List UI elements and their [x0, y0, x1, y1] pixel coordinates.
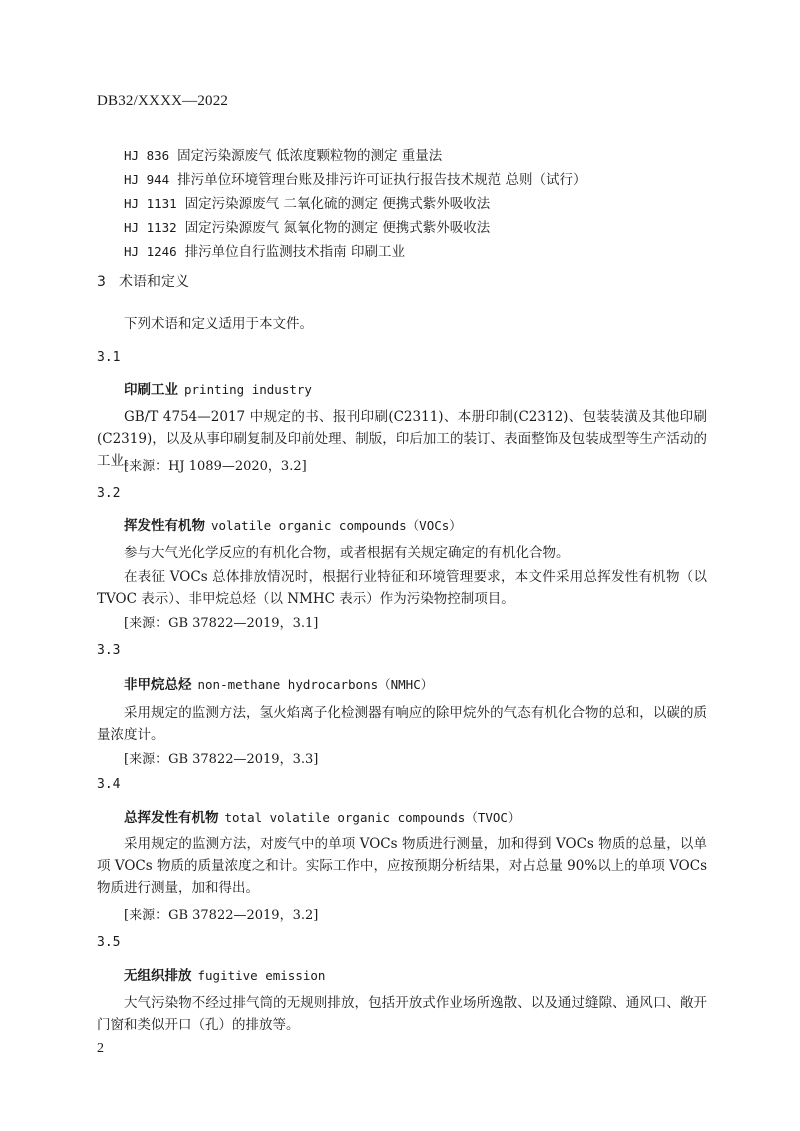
reference-title: 固定污染源废气 氮氧化物的测定 便携式紫外吸收法 [184, 220, 491, 236]
term-definition: 大气污染物不经过排气筒的无规则排放，包括开放式作业场所逸散、以及通过缝隙、通风口、敞开门窗和类似开口（孔）的排放等。 [97, 995, 707, 1033]
term-source: [来源：GB 37822—2019，3.1] [124, 616, 319, 631]
section-number: 3 [97, 274, 106, 290]
term-source: [来源：GB 37822—2019，3.3] [124, 752, 319, 767]
normative-references-list [124, 144, 724, 264]
reference-code: HJ 1132 [124, 220, 177, 235]
reference-item [124, 144, 724, 168]
reference-item [124, 192, 724, 216]
term-name-zh: 挥发性有机物 [124, 518, 205, 534]
term-definition-note: 在表征 VOCs 总体排放情况时，根据行业特征和环境管理要求，本文件采用总挥发性有机物（以 TVOC 表示）、非甲烷总烃（以 NMHC 表示）作为污染物控制项目。 [97, 569, 707, 607]
reference-title: 排污单位环境管理台账及排污许可证执行报告技术规范 总则（试行） [177, 172, 587, 188]
reference-code: HJ 944 [124, 172, 170, 187]
section-heading [97, 271, 189, 291]
reference-code: HJ 836 [124, 148, 170, 163]
term-number: 3.2 [97, 486, 121, 501]
page-number: 2 [97, 1041, 104, 1056]
reference-code: HJ 1246 [124, 244, 177, 259]
term-number: 3.5 [97, 935, 121, 950]
term-name-zh: 无组织排放 [124, 968, 192, 984]
term-number: 3.1 [97, 350, 121, 365]
term-title [124, 964, 325, 984]
reference-item [124, 240, 724, 264]
term-number: 3.3 [97, 643, 121, 658]
term-name-en: volatile organic compounds（VOCs） [211, 518, 462, 533]
reference-item [124, 168, 724, 192]
term-definition: 参与大气光化学反应的有机化合物，或者根据有关规定确定的有机化合物。 [124, 545, 570, 561]
document-code-header: DB32/XXXX—2022 [97, 93, 229, 109]
reference-title: 固定污染源废气 二氧化硫的测定 便携式紫外吸收法 [184, 196, 491, 212]
term-name-zh: 总挥发性有机物 [124, 810, 219, 826]
term-title [124, 806, 520, 826]
term-number: 3.4 [97, 777, 121, 792]
term-name-en: non-methane hydrocarbons（NMHC） [197, 677, 434, 692]
reference-code: HJ 1131 [124, 196, 177, 211]
term-name-zh: 印刷工业 [124, 382, 178, 398]
section-intro: 下列术语和定义适用于本文件。 [124, 316, 313, 332]
term-definition: 采用规定的监测方法，氢火焰离子化检测器有响应的除甲烷外的气态有机化合物的总和，以碳的质量浓度计。 [97, 705, 707, 743]
reference-title: 排污单位自行监测技术指南 印刷工业 [184, 244, 405, 260]
term-name-en: printing industry [184, 382, 312, 397]
term-name-en: fugitive emission [197, 968, 326, 983]
term-definition: 采用规定的监测方法，对废气中的单项 VOCs 物质进行测量，加和得到 VOCs 物质的总量，以单项 VOCs 物质的质量浓度之和计。实际工作中，应按预期分析结果，对占总量 90%以上的单项 VOCs 物质进行测量，加和得出。 [97, 836, 707, 896]
term-title [124, 378, 312, 398]
term-name-zh: 非甲烷总烃 [124, 677, 192, 693]
term-title [124, 673, 433, 693]
reference-item [124, 216, 724, 240]
term-source: [来源：GB 37822—2019，3.2] [124, 908, 319, 923]
term-title [124, 514, 462, 534]
reference-title: 固定污染源废气 低浓度颗粒物的测定 重量法 [177, 148, 443, 164]
section-title: 术语和定义 [119, 274, 189, 290]
term-source: [来源：HJ 1089—2020，3.2] [124, 459, 307, 474]
term-definition: GB/T 4754—2017 中规定的书、报刊印刷(C2311)、本册印制(C2312)、包装装潢及其他印刷(C2319)，以及从事印刷复制及印前处理、制版，印后加工的装订、表面整饰及包装成型等生产活动的工业。 [97, 409, 707, 469]
term-name-en: total volatile organic compounds（TVOC） [224, 810, 521, 825]
